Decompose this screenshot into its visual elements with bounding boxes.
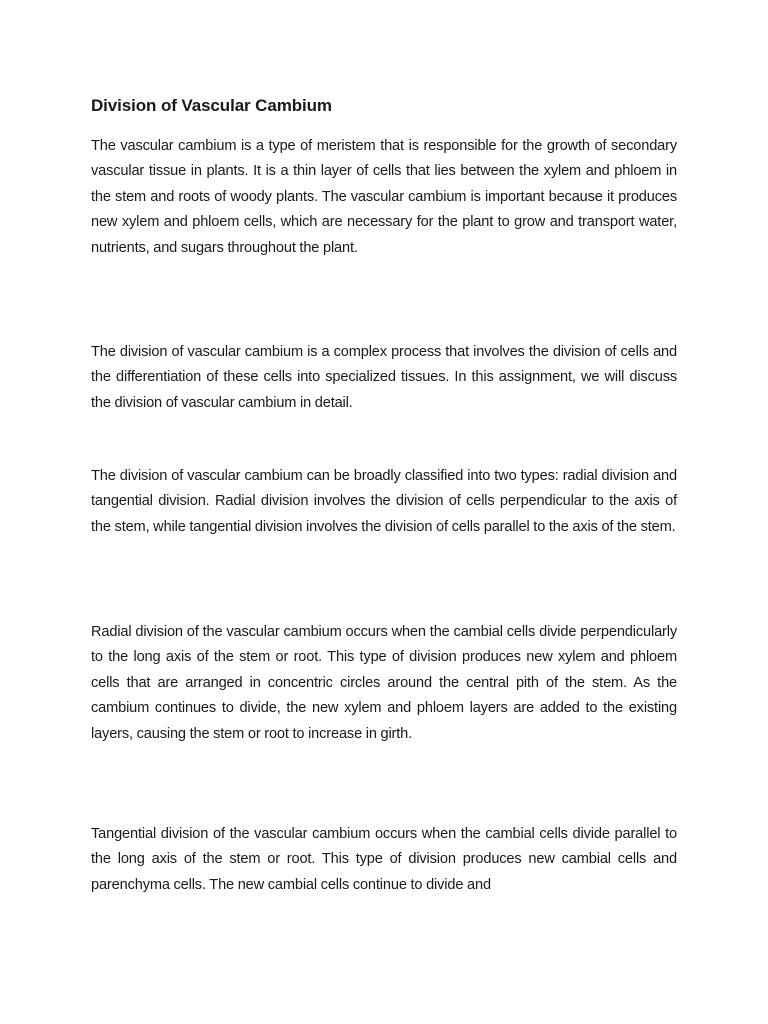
paragraph-intro: The vascular cambium is a type of meristem that is responsible for the growth of secondary vascular tissue in plants. It is a thin layer of cells that lies between the xylem and phloem in the stem and roots of woody plants. The vascular cambium is important because it produces new xylem and phloem cells, which are necessary for the plant to grow and transport water, nutrients, and sugars throughout the plant.: [91, 138, 677, 256]
paragraph-types: The division of vascular cambium can be broadly classified into two types: radial division and tangential division. Radial division involves the division of cells perpendicular to the axis of the stem, while tangential division involves the division of cells parallel to the axis of the stem.: [91, 468, 677, 535]
paragraph-radial-division: Radial division of the vascular cambium occurs when the cambial cells divide perpendicularly to the long axis of the stem or root. This type of division produces new xylem and phloem cells that are arranged in concentric circles around the central pith of the stem. As the cambium continues to divide, the new xylem and phloem layers are added to the existing layers, causing the stem or root to increase in girth.: [91, 624, 677, 742]
paragraph-tangential-division: Tangential division of the vascular cambium occurs when the cambial cells divide parallel to the long axis of the stem or root. This type of division produces new cambial cells and parenchyma cells. The new cambial cells continue to divide and: [91, 826, 677, 893]
paragraph-process: The division of vascular cambium is a complex process that involves the division of cells and the differentiation of these cells into specialized tissues. In this assignment, we will discuss the division of vascular cambium in detail.: [91, 344, 677, 411]
document-title: Division of Vascular Cambium: [91, 96, 332, 115]
